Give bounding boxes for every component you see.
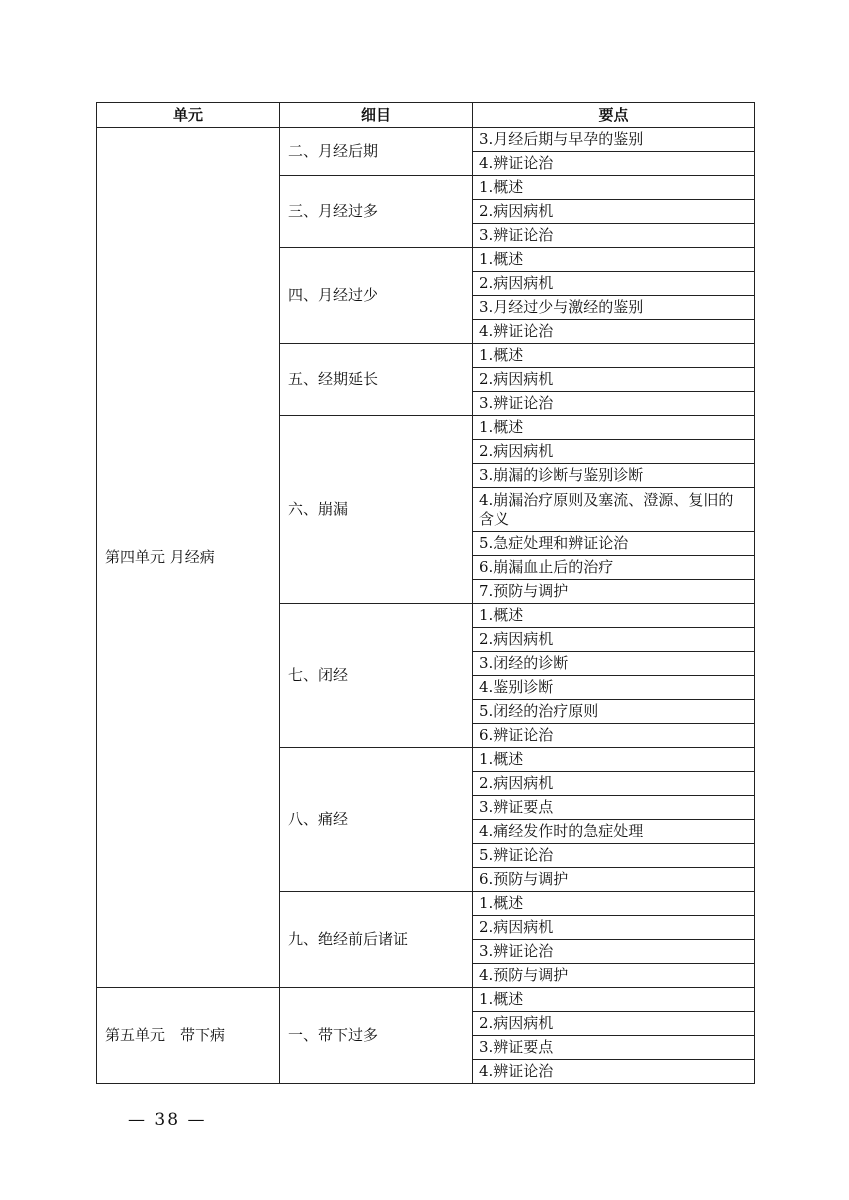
point-cell: 5.急症处理和辨证论治 [473,532,755,556]
item-cell: 七、闭经 [280,604,473,748]
header-points: 要点 [473,103,755,128]
point-cell: 4.痛经发作时的急症处理 [473,820,755,844]
point-cell: 2.病因病机 [473,916,755,940]
point-cell: 3.闭经的诊断 [473,652,755,676]
point-cell: 1.概述 [473,248,755,272]
point-cell: 4.预防与调护 [473,964,755,988]
item-cell: 三、月经过多 [280,176,473,248]
header-item: 细目 [280,103,473,128]
point-cell: 3.月经后期与早孕的鉴别 [473,128,755,152]
unit-cell: 第五单元 带下病 [97,988,280,1084]
point-cell: 2.病因病机 [473,272,755,296]
point-cell: 6.崩漏血止后的治疗 [473,556,755,580]
point-cell: 2.病因病机 [473,200,755,224]
table-body [97,128,755,1084]
item-cell: 四、月经过少 [280,248,473,344]
point-cell: 2.病因病机 [473,368,755,392]
point-cell: 6.预防与调护 [473,868,755,892]
item-cell: 八、痛经 [280,748,473,892]
point-cell: 5.辨证论治 [473,844,755,868]
point-cell: 3.月经过少与激经的鉴别 [473,296,755,320]
point-cell: 4.鉴别诊断 [473,676,755,700]
point-cell: 1.概述 [473,604,755,628]
item-cell: 九、绝经前后诸证 [280,892,473,988]
point-cell: 2.病因病机 [473,1012,755,1036]
item-cell: 一、带下过多 [280,988,473,1084]
header-row [97,103,755,128]
header-unit: 单元 [97,103,280,128]
point-cell: 1.概述 [473,892,755,916]
point-cell: 2.病因病机 [473,772,755,796]
point-cell: 2.病因病机 [473,628,755,652]
point-cell: 4.辨证论治 [473,320,755,344]
item-cell: 五、经期延长 [280,344,473,416]
syllabus-table [96,102,755,1084]
point-cell: 1.概述 [473,176,755,200]
table-row [97,128,755,152]
point-cell: 1.概述 [473,748,755,772]
point-cell: 3.辨证论治 [473,940,755,964]
point-cell: 3.辨证要点 [473,1036,755,1060]
point-cell: 1.概述 [473,988,755,1012]
point-cell: 1.概述 [473,416,755,440]
point-cell: 3.辨证论治 [473,224,755,248]
table-row [97,988,755,1012]
point-cell: 1.概述 [473,344,755,368]
point-cell: 4.辨证论治 [473,1060,755,1084]
point-cell: 5.闭经的治疗原则 [473,700,755,724]
unit-cell: 第四单元 月经病 [97,128,280,988]
page-number: — 38 — [128,1110,207,1130]
item-cell: 六、崩漏 [280,416,473,604]
point-cell: 2.病因病机 [473,440,755,464]
point-cell: 6.辨证论治 [473,724,755,748]
point-cell: 3.崩漏的诊断与鉴别诊断 [473,464,755,488]
point-cell: 4.辨证论治 [473,152,755,176]
point-cell: 4.崩漏治疗原则及塞流、澄源、复旧的含义 [473,488,755,532]
point-cell: 3.辨证论治 [473,392,755,416]
point-cell: 7.预防与调护 [473,580,755,604]
point-cell: 3.辨证要点 [473,796,755,820]
item-cell: 二、月经后期 [280,128,473,176]
